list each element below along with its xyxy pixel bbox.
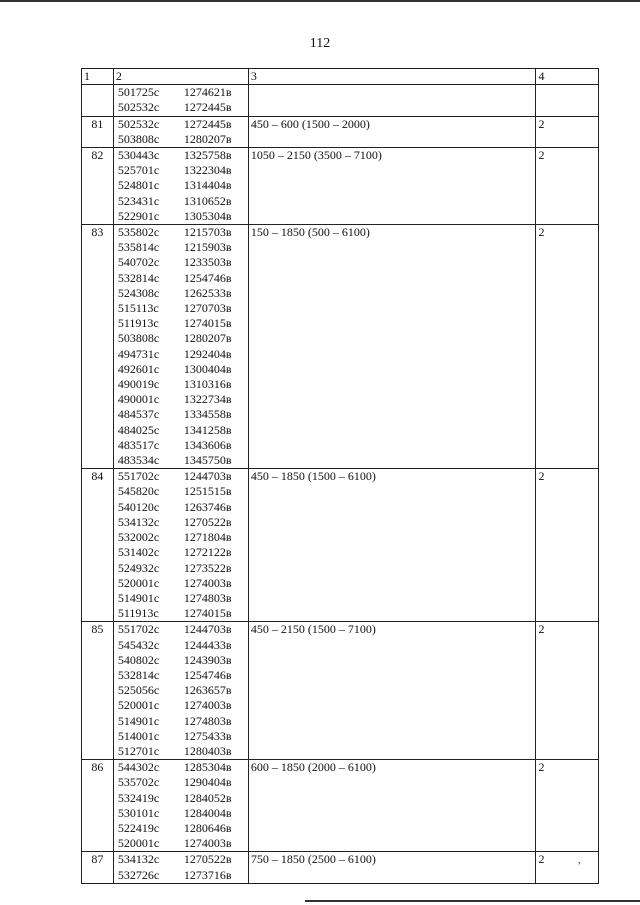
longitude-value: 1262533в [183, 285, 232, 300]
latitude-value: 492601с [117, 361, 160, 376]
table-body [82, 85, 599, 884]
range-cell: 450 – 2150 (1500 – 7100) [248, 622, 536, 760]
latitude-value: 535702с [117, 775, 160, 790]
coordinate-pair [116, 225, 246, 240]
longitude-value: 1305304в [183, 208, 232, 223]
header-cell-1: 1 [82, 69, 114, 85]
coordinate-pair [116, 515, 246, 530]
latitude-value: 502532с [117, 116, 160, 131]
latitude-value: 532002с [117, 530, 160, 545]
coordinate-pair [116, 868, 246, 883]
longitude-value: 1280207в [183, 331, 232, 346]
coordinate-pair [116, 362, 246, 377]
range-cell [248, 85, 536, 116]
latitude-value: 520001с [117, 575, 160, 590]
latitude-value: 484537с [117, 407, 160, 422]
longitude-value: 1251515в [183, 484, 232, 499]
coordinate-pair [116, 392, 246, 407]
latitude-value: 540802с [117, 652, 160, 667]
coordinate-pair [116, 622, 246, 637]
latitude-value: 532726с [117, 867, 160, 882]
category-cell: 2 [536, 852, 599, 883]
coordinate-pair [116, 301, 246, 316]
longitude-value: 1280646в [183, 820, 232, 835]
latitude-value: 524801с [117, 178, 160, 193]
table-row [82, 469, 599, 622]
coordinates-cell [113, 148, 248, 225]
scan-mark: , [578, 855, 581, 866]
longitude-value: 1274803в [183, 713, 232, 728]
latitude-value: 520001с [117, 698, 160, 713]
longitude-value: 1233503в [183, 255, 232, 270]
latitude-value: 522901с [117, 208, 160, 223]
category-cell: 2 [536, 225, 599, 469]
latitude-value: 534132с [117, 852, 160, 867]
longitude-value: 1243903в [183, 652, 232, 667]
latitude-value: 525701с [117, 163, 160, 178]
longitude-value: 1244433в [183, 637, 232, 652]
row-number: 85 [82, 622, 114, 760]
coordinate-pair [116, 316, 246, 331]
longitude-value: 1273522в [183, 560, 232, 575]
latitude-value: 502532с [117, 100, 160, 115]
coordinate-pair [116, 194, 246, 209]
latitude-value: 503808с [117, 131, 160, 146]
longitude-value: 1284052в [183, 790, 232, 805]
longitude-value: 1274015в [183, 606, 232, 621]
latitude-value: 490001с [117, 392, 160, 407]
longitude-value: 1275433в [183, 728, 232, 743]
coordinate-pair [116, 377, 246, 392]
coordinate-pair [116, 438, 246, 453]
longitude-value: 1274003в [183, 836, 232, 851]
latitude-value: 503808с [117, 331, 160, 346]
coordinate-pair [116, 148, 246, 163]
latitude-value: 515113с [117, 301, 159, 316]
longitude-value: 1272445в [183, 100, 232, 115]
coordinates-cell [113, 116, 248, 147]
coordinate-pair [116, 698, 246, 713]
range-cell: 750 – 1850 (2500 – 6100) [248, 852, 536, 883]
longitude-value: 1244703в [183, 469, 232, 484]
longitude-value: 1215703в [183, 225, 232, 240]
longitude-value: 1272445в [183, 116, 232, 131]
header-cell-4: 4 [536, 69, 599, 85]
coordinate-pair [116, 591, 246, 606]
longitude-value: 1263657в [183, 683, 232, 698]
coordinate-pair [116, 286, 246, 301]
coordinate-pair [116, 331, 246, 346]
longitude-value: 1290404в [183, 775, 232, 790]
longitude-value: 1310316в [183, 377, 232, 392]
category-cell: 2 [536, 116, 599, 147]
range-cell: 450 – 1850 (1500 – 6100) [248, 469, 536, 622]
coordinate-pair [116, 423, 246, 438]
row-number: 87 [82, 852, 114, 883]
category-cell: 2 [536, 760, 599, 852]
latitude-value: 545820с [117, 484, 160, 499]
coordinate-pair [116, 836, 246, 851]
latitude-value: 512701с [117, 743, 160, 758]
latitude-value: 514901с [117, 713, 160, 728]
latitude-value: 514001с [117, 728, 160, 743]
coordinate-pair [116, 453, 246, 468]
latitude-value: 520001с [117, 836, 160, 851]
range-cell: 150 – 1850 (500 – 6100) [248, 225, 536, 469]
longitude-value: 1274003в [183, 575, 232, 590]
coordinate-pair [116, 530, 246, 545]
table-row [82, 760, 599, 852]
longitude-value: 1322304в [183, 163, 232, 178]
latitude-value: 535802с [117, 225, 160, 240]
longitude-value: 1274015в [183, 316, 232, 331]
coordinate-pair [116, 255, 246, 270]
table-header-row [82, 69, 599, 85]
longitude-value: 1254746в [183, 270, 232, 285]
latitude-value: 494731с [117, 346, 160, 361]
coordinate-pair [116, 668, 246, 683]
coordinate-pair [116, 561, 246, 576]
latitude-value: 483534с [117, 453, 160, 468]
longitude-value: 1322734в [183, 392, 232, 407]
coordinate-pair [116, 178, 246, 193]
coordinate-pair [116, 606, 246, 621]
latitude-value: 514901с [117, 590, 160, 605]
coordinate-pair [116, 545, 246, 560]
coordinates-cell [113, 852, 248, 883]
table-row [82, 85, 599, 116]
coordinate-pair [116, 806, 246, 821]
coordinate-pair [116, 683, 246, 698]
longitude-value: 1271804в [183, 530, 232, 545]
coordinate-pair [116, 852, 246, 867]
coordinate-pair [116, 347, 246, 362]
latitude-value: 551702с [117, 622, 160, 637]
coordinate-pair [116, 791, 246, 806]
longitude-value: 1274003в [183, 698, 232, 713]
latitude-value: 490019с [117, 377, 160, 392]
table-row [82, 225, 599, 469]
coordinate-pair [116, 240, 246, 255]
coordinate-pair [116, 714, 246, 729]
coordinate-pair [116, 85, 246, 100]
table-row [82, 852, 599, 883]
category-cell: 2 [536, 148, 599, 225]
table-row [82, 116, 599, 147]
longitude-value: 1341258в [183, 422, 232, 437]
category-cell: 2 [536, 622, 599, 760]
latitude-value: 530101с [117, 805, 160, 820]
coordinate-pair [116, 132, 246, 147]
row-number: 86 [82, 760, 114, 852]
range-cell: 450 – 600 (1500 – 2000) [248, 116, 536, 147]
latitude-value: 551702с [117, 469, 160, 484]
longitude-value: 1345750в [183, 453, 232, 468]
coordinate-pair [116, 469, 246, 484]
longitude-value: 1270522в [183, 514, 232, 529]
coordinate-pair [116, 163, 246, 178]
longitude-value: 1270522в [183, 852, 232, 867]
latitude-value: 523431с [117, 193, 160, 208]
latitude-value: 511913с [117, 316, 159, 331]
header-cell-3: 3 [248, 69, 536, 85]
coordinate-pair [116, 500, 246, 515]
page-frame-top [0, 0, 640, 2]
longitude-value: 1314404в [183, 178, 232, 193]
coordinate-pair [116, 271, 246, 286]
coordinate-pair [116, 484, 246, 499]
row-number: 84 [82, 469, 114, 622]
category-cell [536, 85, 599, 116]
coordinate-pair [116, 209, 246, 224]
coordinates-cell [113, 225, 248, 469]
latitude-value: 524932с [117, 560, 160, 575]
latitude-value: 535814с [117, 240, 160, 255]
latitude-value: 544302с [117, 760, 160, 775]
latitude-value: 540120с [117, 499, 160, 514]
range-cell: 600 – 1850 (2000 – 6100) [248, 760, 536, 852]
longitude-value: 1215903в [183, 240, 232, 255]
coordinate-pair [116, 576, 246, 591]
longitude-value: 1244703в [183, 622, 232, 637]
row-number: 81 [82, 116, 114, 147]
latitude-value: 524308с [117, 285, 160, 300]
longitude-value: 1272122в [183, 545, 232, 560]
page-number: 112 [309, 36, 331, 51]
coordinate-pair [116, 653, 246, 668]
longitude-value: 1263746в [183, 499, 232, 514]
longitude-value: 1273716в [183, 867, 232, 882]
coordinate-pair [116, 117, 246, 132]
coordinates-cell [113, 622, 248, 760]
longitude-value: 1280403в [183, 743, 232, 758]
longitude-value: 1285304в [183, 760, 232, 775]
longitude-value: 1284004в [183, 805, 232, 820]
latitude-value: 532814с [117, 667, 160, 682]
longitude-value: 1292404в [183, 346, 232, 361]
coordinate-pair [116, 744, 246, 759]
coordinate-pair [116, 821, 246, 836]
latitude-value: 540702с [117, 255, 160, 270]
header-cell-2: 2 [113, 69, 248, 85]
coordinate-pair [116, 407, 246, 422]
latitude-value: 531402с [117, 545, 160, 560]
longitude-value: 1280207в [183, 131, 232, 146]
table-row [82, 148, 599, 225]
longitude-value: 1254746в [183, 667, 232, 682]
longitude-value: 1274803в [183, 590, 232, 605]
coordinates-cell [113, 85, 248, 116]
latitude-value: 501725с [117, 85, 160, 100]
latitude-value: 483517с [117, 437, 160, 452]
latitude-value: 534132с [117, 514, 160, 529]
longitude-value: 1343606в [183, 437, 232, 452]
latitude-value: 525056с [117, 683, 160, 698]
latitude-value: 532419с [117, 790, 160, 805]
latitude-value: 532814с [117, 270, 160, 285]
page-frame-bottom [305, 900, 640, 902]
latitude-value: 484025с [117, 422, 160, 437]
longitude-value: 1325758в [183, 148, 232, 163]
range-cell: 1050 – 2150 (3500 – 7100) [248, 148, 536, 225]
latitude-value: 530443с [117, 148, 160, 163]
latitude-value: 511913с [117, 606, 159, 621]
longitude-value: 1310652в [183, 193, 232, 208]
longitude-value: 1334558в [183, 407, 232, 422]
coordinate-pair [116, 775, 246, 790]
category-cell: 2 [536, 469, 599, 622]
row-number: 82 [82, 148, 114, 225]
latitude-value: 545432с [117, 637, 160, 652]
latitude-value: 522419с [117, 820, 160, 835]
row-number [82, 85, 114, 116]
table-row [82, 622, 599, 760]
coordinates-cell [113, 760, 248, 852]
coordinate-pair [116, 760, 246, 775]
coordinates-table [81, 68, 599, 884]
coordinate-pair [116, 638, 246, 653]
longitude-value: 1270703в [183, 301, 232, 316]
coordinate-pair [116, 729, 246, 744]
longitude-value: 1274621в [183, 85, 232, 100]
coordinate-pair [116, 100, 246, 115]
row-number: 83 [82, 225, 114, 469]
coordinates-cell [113, 469, 248, 622]
longitude-value: 1300404в [183, 361, 232, 376]
